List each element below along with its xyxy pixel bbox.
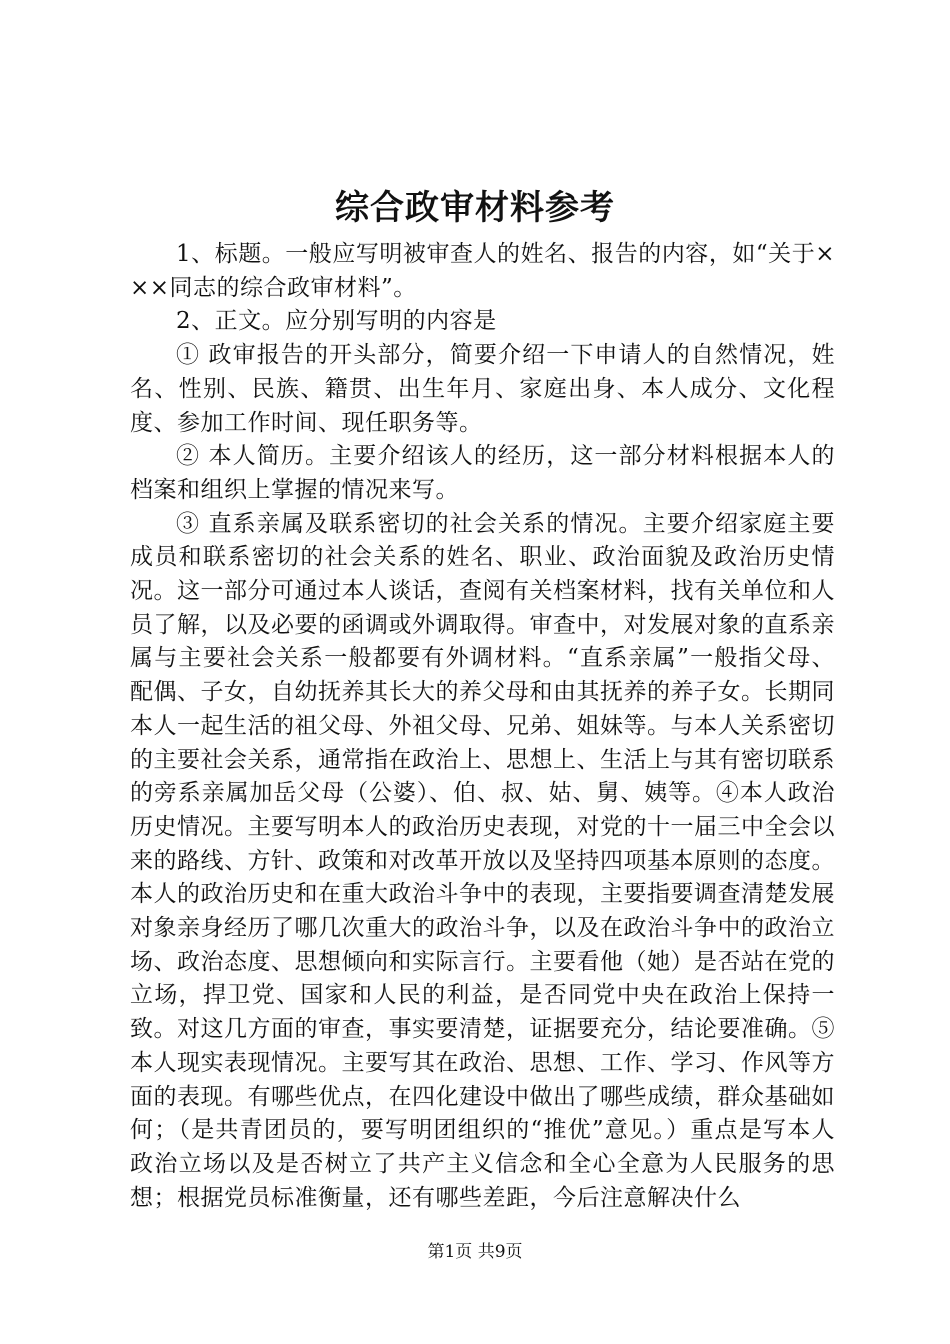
paragraph-body-intro: 2、正文。应分别写明的内容是 (176, 308, 497, 335)
paragraph-item-2: ② 本人简历。主要介绍该人的经历，这一部分材料根据本人的档案和组织上掌握的情况来写。 (130, 443, 835, 503)
paragraph-item-3: ③ 直系亲属及联系密切的社会关系的情况。主要介绍家庭主要成员和联系密切的社会关系的姓名、职业、政治面貌及政治历史情况。这一部分可通过本人谈话，查阅有关档案材料，找有关单位和人员了解，以及必要的函调或外调取得。审查中，对发展对象的直系亲属与主要社会关系一般都要有外调材料。“直系亲属”一般指父母、配偶、子女，自幼抚养其长大的养父母和由其抚养的养子女。长期同本人一起生活的祖父母、外祖父母、兄弟、姐妹等。与本人关系密切的主要社会关系，通常指在政治上、思想上、生活上与其有密切联系的旁系亲属加岳父母（公婆）、伯、叔、姑、舅、姨等。④本人政治历史情况。主要写明本人的政治历史表现，对党的十一届三中全会以来的路线、方针、政策和对改革开放以及坚持四项基本原则的态度。本人的政治历史和在重大政治斗争中的表现，主要指要调查清楚发展对象亲身经历了哪几次重大的政治斗争，以及在政治斗争中的政治立场、政治态度、思想倾向和实际言行。主要看他（她）是否站在党的立场，捍卫党、国家和人民的利益，是否同党中央在政治上保持一致。对这几方面的审查，事实要清楚，证据要充分，结论要准确。⑤本人现实表现情况。主要写其在政治、思想、工作、学习、作风等方面的表现。有哪些优点，在四化建设中做出了哪些成绩，群众基础如何；（是共青团员的，要写明团组织的“推优”意见。）重点是写本人政治立场以及是否树立了共产主义信念和全心全意为人民服务的思想；根据党员标准衡量，还有哪些差距，今后注意解决什么 (130, 510, 835, 1211)
page-footer: 第1页 共9页 (427, 1242, 523, 1262)
paragraph-title-rule: 1、标题。一般应写明被审查人的姓名、报告的内容，如“关于×××同志的综合政审材料”。 (130, 241, 835, 301)
document-title: 综合政审材料参考 (335, 188, 615, 228)
document-body (130, 238, 835, 1215)
paragraph-item-1: ① 政审报告的开头部分，简要介绍一下申请人的自然情况，姓名、性别、民族、籍贯、出生年月、家庭出身、本人成分、文化程度、参加工作时间、现任职务等。 (130, 342, 835, 436)
